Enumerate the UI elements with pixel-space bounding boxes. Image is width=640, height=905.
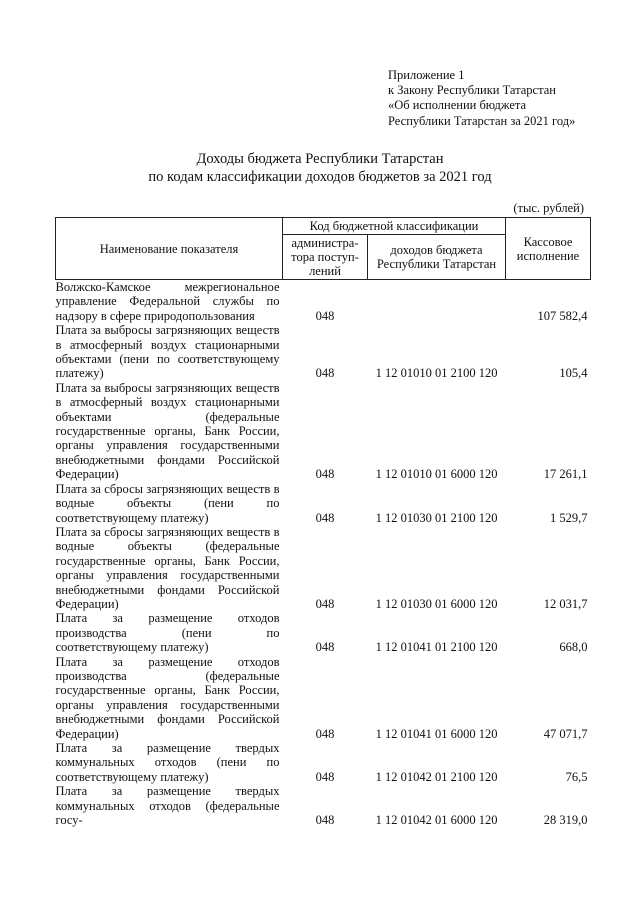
cell-code: 1 12 01041 01 6000 120 bbox=[375, 726, 498, 741]
units-label: (тыс. рублей) bbox=[513, 201, 584, 215]
appendix-line: «Об исполнении бюджета bbox=[388, 98, 527, 113]
cell-amount: 28 319,0 bbox=[543, 813, 588, 828]
header-code-group: Код бюджетной классификации bbox=[283, 218, 506, 235]
cell-amount: 668,0 bbox=[559, 640, 588, 655]
cell-name: Плата за размещение отходов производства (пени по соответствующему платежу) bbox=[55, 611, 280, 655]
cell-name: Плата за размещение отходов производства (федеральные государственные органы, Банк России, органы управления государственными внебюджетными фондами Российской Федерации) bbox=[55, 654, 280, 741]
cell-amount: 1 529,7 bbox=[550, 510, 588, 525]
table-row bbox=[56, 482, 591, 525]
cell-admin: 048 bbox=[315, 510, 335, 525]
cell-admin: 048 bbox=[315, 813, 335, 828]
cell-code: 1 12 01042 01 6000 120 bbox=[375, 813, 498, 828]
cell-amount: 12 031,7 bbox=[543, 596, 588, 611]
cell-code: 1 12 01042 01 2100 120 bbox=[375, 769, 498, 784]
appendix-note bbox=[388, 68, 575, 129]
cell-admin: 048 bbox=[315, 640, 335, 655]
cell-name: Плата за выбросы загрязняющих веществ в атмосферный воздух стационарными объектами (пени по соответствующему платежу) bbox=[55, 323, 280, 381]
cell-amount: 47 071,7 bbox=[543, 726, 588, 741]
title-line: по кодам классификации доходов бюджетов за 2021 год bbox=[148, 169, 492, 185]
cell-admin: 048 bbox=[315, 596, 335, 611]
appendix-line: Приложение 1 bbox=[388, 68, 465, 82]
cell-admin: 048 bbox=[315, 308, 335, 323]
cell-code: 1 12 01041 01 2100 120 bbox=[375, 640, 498, 655]
document-title bbox=[0, 150, 640, 186]
table-row bbox=[56, 741, 591, 784]
header-amount: Кассовое исполнение bbox=[506, 218, 591, 280]
income-table bbox=[55, 217, 591, 827]
table-row bbox=[56, 784, 591, 827]
header-name: Наименование показателя bbox=[56, 218, 283, 280]
cell-amount: 76,5 bbox=[565, 769, 588, 784]
cell-name: Плата за выбросы загрязняющих веществ в атмосферный воздух стационарными объектами (федеральные государственные органы, Банк России, органы управления государственными внебюджетными фондами Российской Федерации) bbox=[55, 380, 280, 482]
cell-name: Плата за размещение твердых коммунальных отходов (пени по соответствующему платежу) bbox=[55, 741, 280, 784]
cell-code bbox=[368, 280, 506, 324]
cell-code: 1 12 01010 01 6000 120 bbox=[375, 467, 498, 482]
cell-admin: 048 bbox=[315, 366, 335, 381]
header-income: доходов бюджета Республики Татарстан bbox=[368, 235, 506, 280]
cell-admin: 048 bbox=[315, 726, 335, 741]
cell-amount: 105,4 bbox=[559, 366, 588, 381]
cell-name: Волжско-Камское межрегиональное управление Федеральной службы по надзору в сфере природопользования bbox=[55, 280, 280, 323]
appendix-line: к Закону Республики Татарстан bbox=[388, 83, 556, 98]
cell-amount: 17 261,1 bbox=[543, 467, 588, 482]
cell-admin: 048 bbox=[315, 769, 335, 784]
header-admin: администра-тора поступ-лений bbox=[283, 235, 368, 280]
cell-code: 1 12 01030 01 6000 120 bbox=[375, 596, 498, 611]
table-row bbox=[56, 655, 591, 741]
title-line: Доходы бюджета Республики Татарстан bbox=[196, 151, 444, 167]
cell-admin: 048 bbox=[315, 467, 335, 482]
cell-code: 1 12 01030 01 2100 120 bbox=[375, 510, 498, 525]
table-row bbox=[56, 323, 591, 381]
cell-name: Плата за размещение твердых коммунальных отходов (федеральные госу- bbox=[55, 784, 280, 828]
cell-code: 1 12 01010 01 2100 120 bbox=[375, 366, 498, 381]
appendix-line: Республики Татарстан за 2021 год» bbox=[388, 113, 576, 128]
table-row bbox=[56, 280, 591, 324]
table-row bbox=[56, 525, 591, 611]
table-row bbox=[56, 611, 591, 654]
table-row bbox=[56, 381, 591, 482]
cell-name: Плата за сбросы загрязняющих веществ в водные объекты (пени по соответствующему платежу) bbox=[55, 481, 280, 525]
cell-amount: 107 582,4 bbox=[537, 308, 588, 323]
cell-name: Плата за сбросы загрязняющих веществ в водные объекты (федеральные государственные органы, Банк России, органы управления государственными внебюджетными фондами Российской Федерации) bbox=[55, 524, 280, 611]
